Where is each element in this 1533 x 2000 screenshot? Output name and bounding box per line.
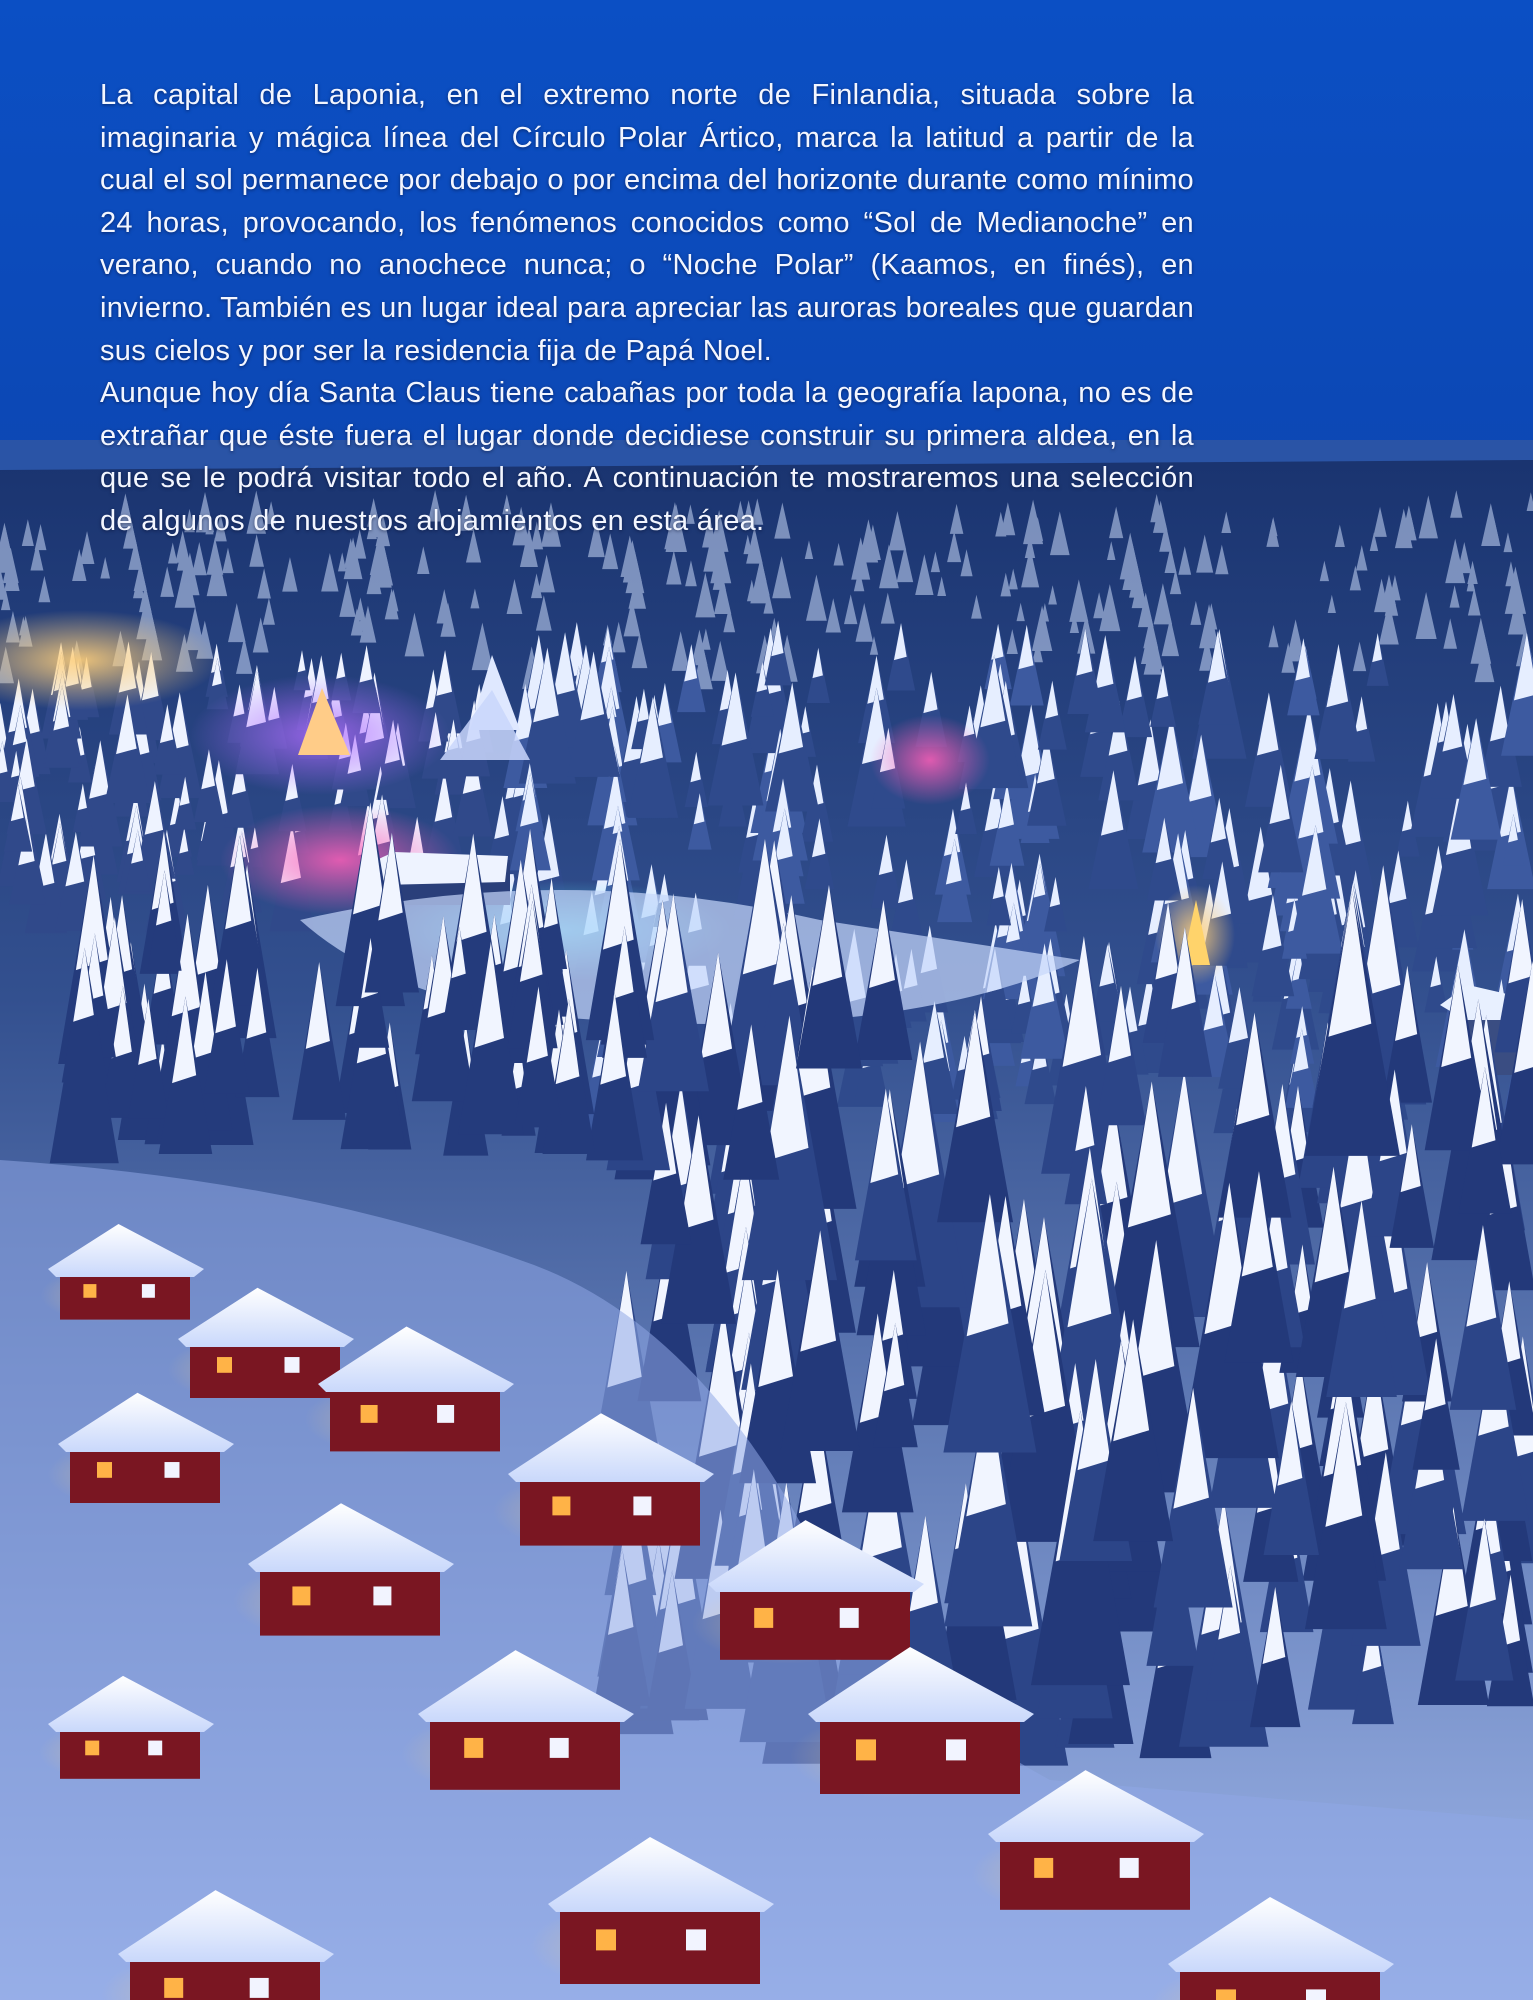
intro-text [100,74,1194,543]
intro-paragraph-2: Aunque hoy día Santa Claus tiene cabañas por toda la geografía lapona, no es de extrañar que éste fuera el lugar donde decidiese construir su primera aldea, en la que se le podrá visitar todo el año. A continuación te mostraremos una selección de algunos de nuestros alojamientos en esta área. [100,377,1194,537]
intro-paragraph-1: La capital de Laponia, en el extremo norte de Finlandia, situada sobre la imaginaria y mágica línea del Círculo Polar Ártico, marca la latitud a partir de la cual el sol permanece por debajo o por encima del horizonte durante como mínimo 24 horas, provocando, los fenómenos conocidos como “Sol de Medianoche” en verano, cuando no anochece nunca; o “Noche Polar” (Kaamos, en finés), en invierno. También es un lugar ideal para apreciar las auroras boreales que guardan sus cielos y por ser la residencia fija de Papá Noel. [100,79,1194,367]
